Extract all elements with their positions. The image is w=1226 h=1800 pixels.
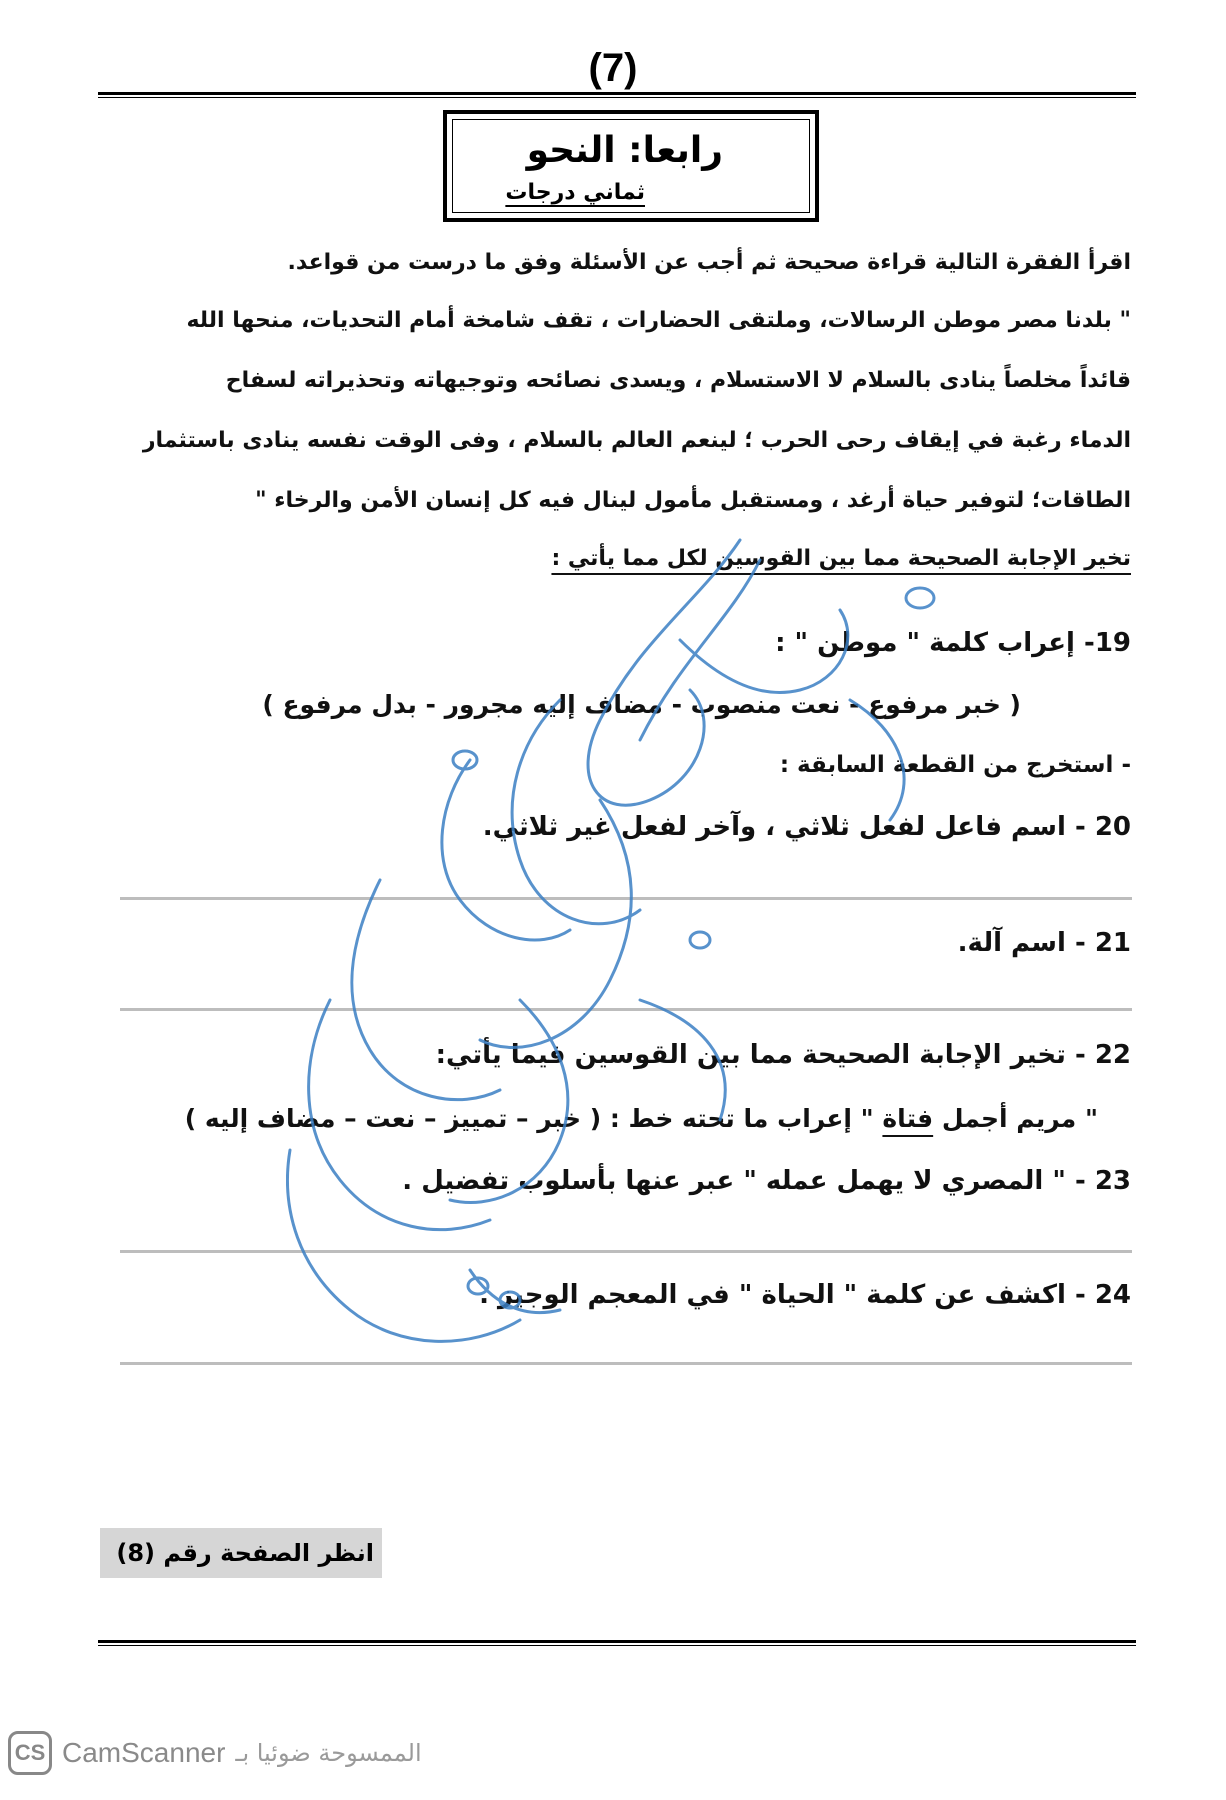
extract-heading: - استخرج من القطعة السابقة : (779, 752, 1131, 778)
page-number: (7) (588, 46, 638, 90)
question-21: 21 - اسم آلة. (957, 928, 1131, 958)
passage-line-1: " بلدنا مصر موطن الرسالات، وملتقى الحضارات ، تقف شامخة أمام التحديات، منحها الله (186, 308, 1131, 333)
question-19: 19- إعراب كلمة " موطن " : (775, 628, 1131, 658)
camscanner-arabic: الممسوحة ضوئيا بـ (235, 1739, 422, 1767)
underlined-word: فتاة (882, 1104, 934, 1133)
question-22-sentence-end: " إعراب ما تحته خط : ( خبر – تمييز – نعت – مضاف إليه ) (184, 1104, 874, 1133)
camscanner-brand: CamScanner (62, 1737, 226, 1768)
answer-line-24 (120, 1362, 1132, 1365)
question-23: 23 - " المصري لا يهمل عمله " عبر عنها بأسلوب تفضيل . (402, 1166, 1131, 1196)
question-20: 20 - اسم فاعل لفعل ثلاثي ، وآخر لفعل غير ثلاثي. (482, 812, 1131, 842)
passage-line-3: الدماء رغبة في إيقاف رحى الحرب ؛ لينعم العالم بالسلام ، وفى الوقت نفسه ينادى باستثمار (142, 428, 1131, 453)
passage-line-4: الطاقات؛ لتوفير حياة أرغد ، ومستقبل مأمول لينال فيه كل إنسان الأمن والرخاء " (255, 488, 1131, 513)
passage-line-2: قائداً مخلصاً ينادى بالسلام لا الاستسلام ، ويسدى نصائحه وتوجيهاته وتحذيراته لسفاح (225, 368, 1131, 393)
camscanner-watermark (8, 1730, 422, 1776)
instruction-text: اقرأ الفقرة التالية قراءة صحيحة ثم أجب عن الأسئلة وفق ما درست من قواعد. (287, 250, 1131, 275)
bottom-rule (98, 1640, 1136, 1646)
question-19-options: ( خبر مرفوع - نعت منصوب - مضاف إليه مجرور - بدل مرفوع ) (262, 690, 1021, 719)
question-24: 24 - اكشف عن كلمة " الحياة " في المعجم الوجيز . (479, 1280, 1131, 1310)
choose-heading: تخير الإجابة الصحيحة مما بين القوسين لكل مما يأتي : (551, 546, 1131, 571)
footer-note: انظر الصفحة رقم (8) (100, 1528, 382, 1578)
answer-line-20 (120, 897, 1132, 900)
top-rule (98, 92, 1136, 98)
section-title: رابعا: النحو (526, 130, 723, 171)
camscanner-logo-icon: CS (8, 1731, 52, 1775)
question-22-sentence-start: " مريم أجمل (941, 1104, 1098, 1133)
section-title-box (443, 110, 819, 222)
question-22-sentence (185, 1104, 1098, 1133)
answer-line-21 (120, 1008, 1132, 1011)
answer-line-23 (120, 1250, 1132, 1253)
question-22: 22 - تخير الإجابة الصحيحة مما بين القوسين فيما يأتي: (435, 1040, 1131, 1070)
section-marks: ثماني درجات (505, 180, 645, 205)
